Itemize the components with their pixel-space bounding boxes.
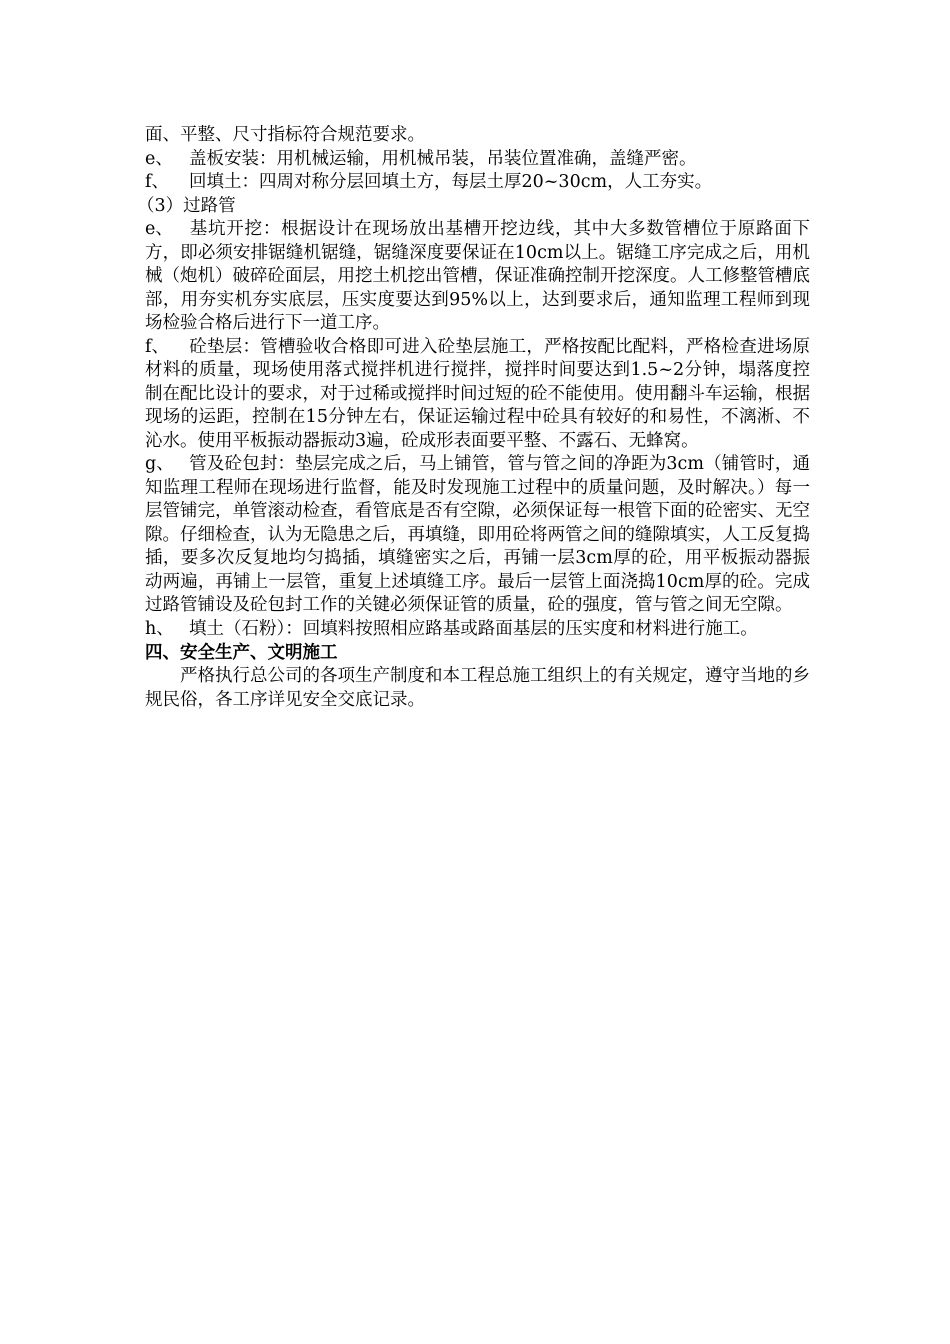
paragraph-8 (145, 618, 810, 642)
paragraph-text: 填土（石粉）：回填料按照相应路基或路面基层的压实度和材料进行施工。 (189, 618, 758, 639)
subsection-heading (137, 195, 810, 219)
paragraph-7 (145, 453, 810, 618)
paragraph-text: 基坑开挖：根据设计在现场放出基槽开挖边线，其中大多数管槽位于原路面下方，即必须安排锯缝机锯缝，锯缝深度要保证在10cm以上。锯缝工序完成之后，用机械（炮机）破碎砼面层，用挖土机挖出管槽，保证准确控制开挖深度。人工修整管槽底部，用夯实机夯实底层，压实度要达到95%以上，达到要求后，通知监理工程师到现场检验合格后进行下一道工序。 (145, 219, 810, 333)
paragraph-text: 盖板安装：用机械运输，用机械吊装，吊装位置准确，盖缝严密。 (189, 148, 697, 169)
paragraph-text: 砼垫层：管槽验收合格即可进入砼垫层施工，严格按配比配料，严格检查进场原材料的质量，现场使用落式搅拌机进行搅拌，搅拌时间要达到1.5~2分钟，塌落度控制在配比设计的要求，对于过稀或搅拌时间过短的砼不能使用。使用翻斗车运输，根据现场的运距，控制在15分钟左右，保证运输过程中砼具有较好的和易性，不漓淅、不沁水。使用平板振动器振动3遍，砼成形表面要平整、不露石、无蜂窝。 (145, 336, 810, 451)
item-marker: f、 (145, 172, 169, 192)
paragraph-text: 面、平整、尺寸指标符合规范要求。 (145, 125, 425, 145)
paragraph-5 (145, 218, 810, 336)
paragraph-6 (145, 336, 810, 454)
item-marker: f、 (145, 336, 169, 357)
section-heading: 四、安全生产、文明施工 (145, 643, 338, 663)
item-marker: h、 (145, 618, 174, 639)
paragraph-1 (145, 124, 810, 148)
closing-paragraph: 严格执行总公司的各项生产制度和本工程总施工组织上的有关规定，遵守当地的乡规民俗，各工序详见安全交底记录。 (145, 666, 810, 710)
item-marker: e、 (145, 148, 173, 169)
item-marker: g、 (145, 454, 174, 474)
paragraph-2 (145, 148, 810, 172)
paragraph-text: （3）过路管 (137, 195, 236, 216)
paragraph-3 (145, 171, 810, 195)
paragraph-text: 管及砼包封：垫层完成之后，马上铺管，管与管之间的净距为3cm（铺管时，通知监理工程师在现场进行监督，能及时发现施工过程中的质量问题，及时解决。）每一层管铺完，单管滚动检查，看管底是否有空隙，必须保证每一根管下面的砼密实、无空隙。仔细检查，认为无隐患之后，再填缝，即用砼将两管之间的缝隙填实，人工反复捣插，要多次反复地均匀捣插，填缝密实之后，再铺一层3cm厚的砼，用平板振动器振动两遍，再铺上一层管，重复上述填缝工序。最后一层管上面浇捣10cm厚的砼。完成过路管铺设及砼包封工作的关键必须保证管的质量，砼的强度，管与管之间无空隙。 (145, 454, 810, 615)
paragraph-text: 回填土：四周对称分层回填土方，每层土厚20~30cm，人工夯实。 (189, 172, 713, 192)
document-page (137, 124, 810, 712)
item-marker: e、 (145, 219, 173, 239)
